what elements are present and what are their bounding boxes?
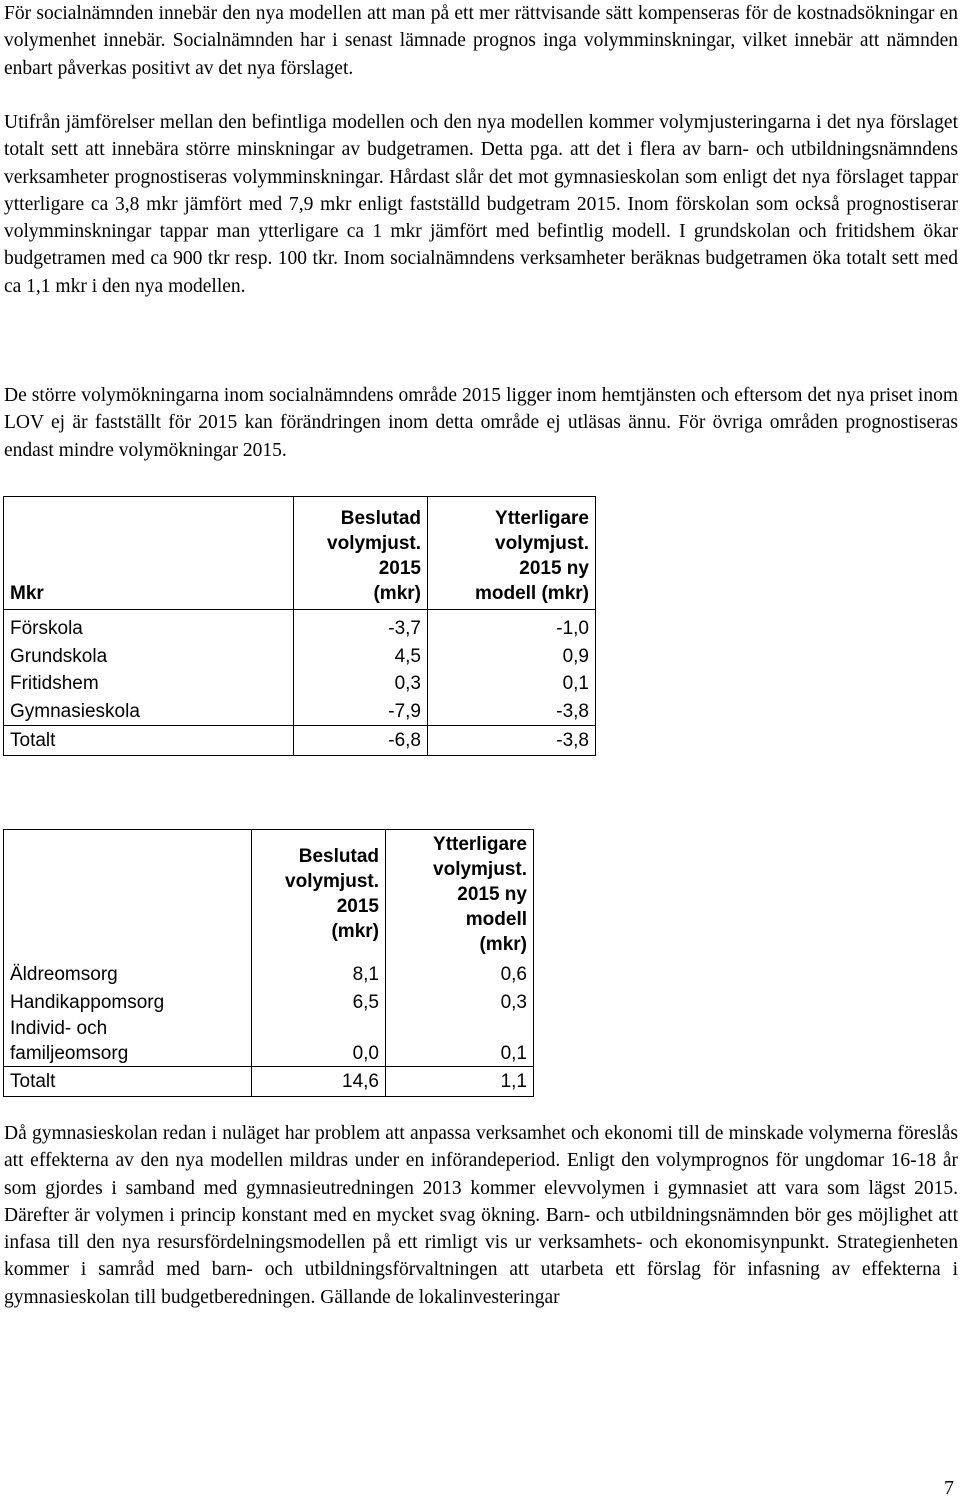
table-socialnamnd [3,829,534,1097]
paragraph-jamforelser: Utifrån jämförelser mellan den befintliga modellen och den nya modellen kommer volymjusteringarna i det nya förslaget totalt sett att innebära större minskningar av budgetramen. Detta pga. att det i flera av barn- och utbildningsnämndens verksamheter prognostiseras volymminskningar. Hårdast slår det mot gymnasieskolan som enligt det nya förslaget tappar ytterligare ca 3,8 mkr jämfört med 7,9 mkr enligt fastställd budgetram 2015. Inom förskolan som också prognostiserar volymminskningar tappar man ytterligare ca 1 mkr jämfört med befintlig modell. I grundskolan och fritidshem ökar budgetramen med ca 900 tkr resp. 100 tkr. Inom socialnämndens verksamheter beräknas budgetramen öka totalt sett med ca 1,1 mkr i den nya modellen. [4,112,958,297]
row-label: Individ- och familjeomsorg [4,1016,252,1067]
table-header-ytterligare: Ytterligare volymjust. 2015 ny modell (mkr) [428,497,596,610]
row-beslutad: 0,3 [294,670,428,698]
row-beslutad: 6,5 [252,988,386,1016]
total-beslutad: -6,8 [294,726,428,756]
row-ytterligare: 0,3 [386,988,534,1016]
total-ytterligare: -3,8 [428,726,596,756]
table-total-row [4,1067,534,1097]
table-header-row [4,830,534,961]
row-beslutad: 4,5 [294,643,428,671]
paragraph-socialnamnden: För socialnämnden innebär den nya modellen att man på ett mer rättvisande sätt kompenseras för de kostnadsökningar en volymenhet innebär. Socialnämnden har i senast lämnade prognos inga volymminskningar, vilket innebär att nämnden enbart påverkas positivt av det nya förslaget. [4,3,958,79]
table-header-ytterligare: Ytterligare volymjust. 2015 ny modell (mkr) [386,830,534,961]
row-ytterligare: 0,6 [386,960,534,988]
table-row [4,698,596,726]
table-row [4,1016,534,1067]
table-header-label [4,830,252,961]
row-beslutad: 0,0 [252,1016,386,1067]
row-label: Handikappomsorg [4,988,252,1016]
row-label: Förskola [4,610,294,643]
paragraph-gymnasieskolan: Då gymnasieskolan redan i nuläget har problem att anpassa verksamhet och ekonomi till de minskade volymerna föreslås att effekterna av den nya modellen mildras under en införandeperiod. Enligt den volymprognos för ungdomar 16-18 år som gjordes i samband med gymnasieutredningen 2013 kommer elevvolymen i gymnasiet att vara som lägst 2015. Därefter är volymen i princip konstant med en mycket svag ökning. Barn- och utbildningsnämnden bör ges möjlighet att infasa till den nya resursfördelningsmodellen på ett rimligt vis ur verksamhets- och ekonomisynpunkt. Strategienheten kommer i samråd med barn- och utbildningsförvaltningen att utarbeta ett förslag för infasning av effekterna i gymnasieskolan till budgetberedningen. Gällande de lokalinvesteringar [4,1123,958,1308]
table-total-row [4,726,596,756]
row-ytterligare: -3,8 [428,698,596,726]
table-row [4,960,534,988]
total-label: Totalt [4,1067,252,1097]
page-number: 7 [944,1477,954,1499]
table-row [4,988,534,1016]
table-row [4,670,596,698]
paragraph-volymokningar: De större volymökningarna inom socialnämndens område 2015 ligger inom hemtjänsten och eftersom det nya priset inom LOV ej är fastställt för 2015 kan förändringen inom detta område ej utläsas ännu. För övriga områden prognostiseras endast mindre volymökningar 2015. [4,385,958,461]
row-label: Äldreomsorg [4,960,252,988]
table-header-beslutad: Beslutad volymjust. 2015 (mkr) [294,497,428,610]
total-beslutad: 14,6 [252,1067,386,1097]
row-ytterligare: -1,0 [428,610,596,643]
row-beslutad: -3,7 [294,610,428,643]
total-ytterligare: 1,1 [386,1067,534,1097]
table-header-label: Mkr [4,497,294,610]
total-label: Totalt [4,726,294,756]
row-label: Grundskola [4,643,294,671]
table-barn-utbildning [3,496,596,756]
table-header-beslutad: Beslutad volymjust. 2015 (mkr) [252,830,386,961]
row-label: Gymnasieskola [4,698,294,726]
row-label: Fritidshem [4,670,294,698]
table-header-row [4,497,596,610]
row-ytterligare: 0,1 [428,670,596,698]
table-row [4,610,596,643]
row-ytterligare: 0,1 [386,1016,534,1067]
row-ytterligare: 0,9 [428,643,596,671]
row-beslutad: 8,1 [252,960,386,988]
row-beslutad: -7,9 [294,698,428,726]
table-row [4,643,596,671]
